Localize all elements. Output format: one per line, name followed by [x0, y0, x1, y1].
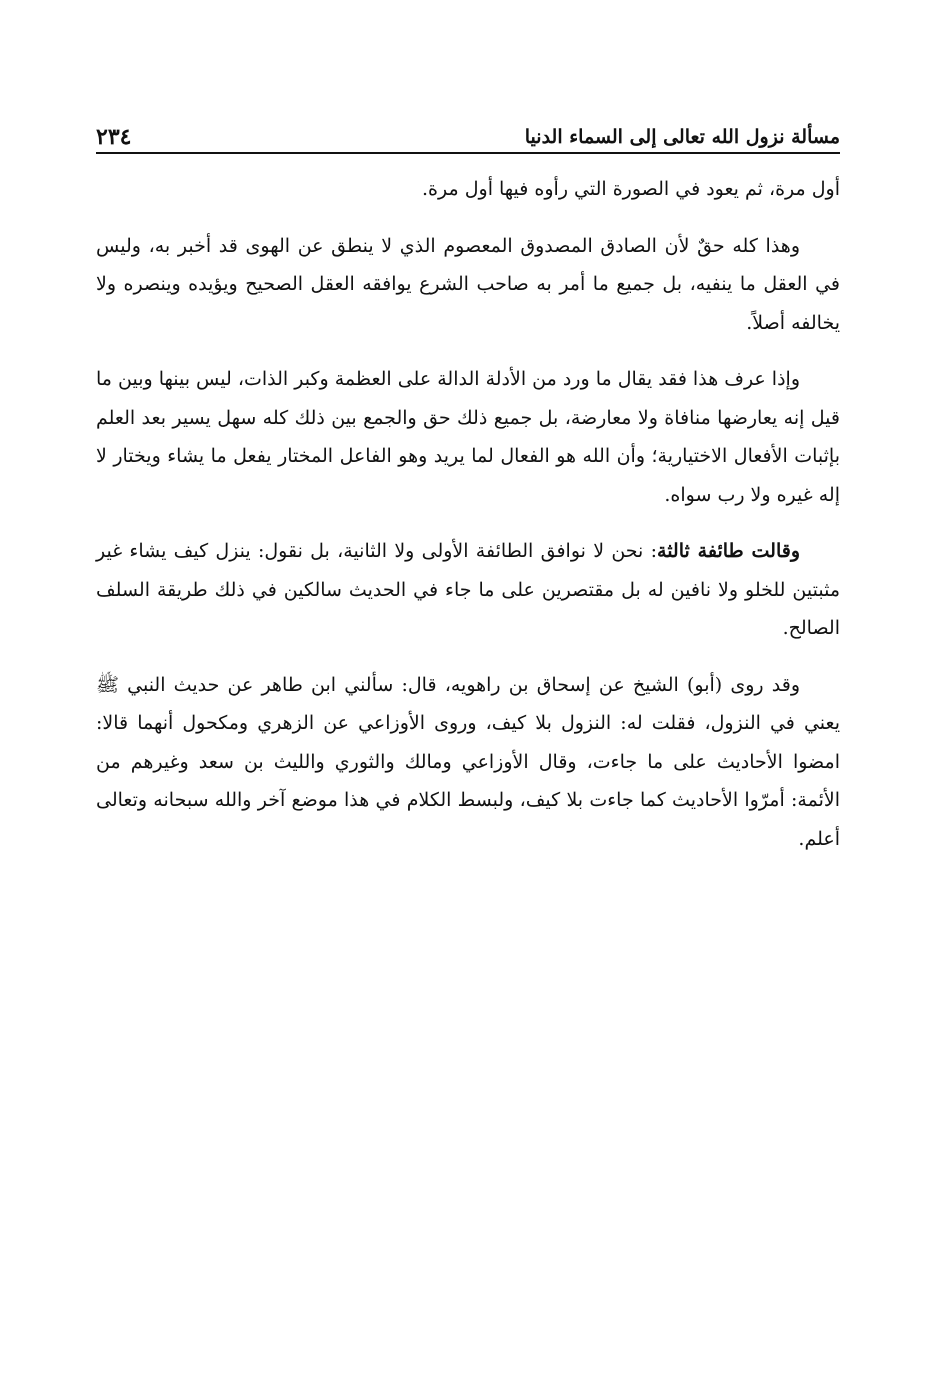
- paragraph-4-lead: وقالت طائفة ثالثة: [657, 540, 800, 562]
- body-text: [96, 170, 840, 876]
- running-header: [96, 112, 840, 150]
- paragraph-5: وقد روى (أبو) الشيخ عن إسحاق بن راهويه، قال: سألني ابن طاهر عن حديث النبي ﷺ يعني في النزول، فقلت له: النزول بلا كيف، وروى الأوزاعي عن الزهري ومكحول أنهما قالا: امضوا الأحاديث على ما جاءت، وقال الأوزاعي ومالك والثوري والليث بن سعد وغيرهم من الأئمة: أمرّوا الأحاديث كما جاءت بلا كيف، ولبسط الكلام في هذا موضع آخر والله سبحانه وتعالى أعلم.: [96, 673, 840, 850]
- paragraph-3: وإذا عرف هذا فقد يقال ما ورد من الأدلة الدالة على العظمة وكبر الذات، ليس بينها وبين ما قيل إنه يعارضها منافاة ولا معارضة، بل جميع ذلك حق والجمع بين ذلك كله سهل يسير بعد العلم بإثبات الأفعال الاختيارية؛ وأن الله هو الفعال لما يريد وهو الفاعل المختار يفعل ما يشاء ويختار لا إله غيره ولا رب سواه.: [96, 368, 840, 506]
- paragraph-4-text: : نحن لا نوافق الطائفة الأولى ولا الثانية، بل نقول: ينزل كيف يشاء غير مثبتين للخلو ولا نافين له بل مقتصرين على ما جاء في الحديث سالكين في ذلك طريقة السلف الصالح.: [96, 540, 840, 639]
- page-number: ٢٣٤: [96, 124, 132, 150]
- paragraph-2: وهذا كله حقٌ لأن الصادق المصدوق المعصوم الذي لا ينطق عن الهوى قد أخبر به، وليس في العقل ما ينفيه، بل جميع ما أمر به صاحب الشرع يوافقه العقل الصحيح ويؤيده وينصره ولا يخالفه أصلاً.: [96, 234, 840, 334]
- running-title: مسألة نزول الله تعالى إلى السماء الدنيا: [524, 126, 840, 148]
- header-rule: [96, 152, 840, 154]
- paragraph-4: [96, 532, 840, 648]
- paragraph-1: أول مرة، ثم يعود في الصورة التي رأوه فيها أول مرة.: [422, 178, 840, 200]
